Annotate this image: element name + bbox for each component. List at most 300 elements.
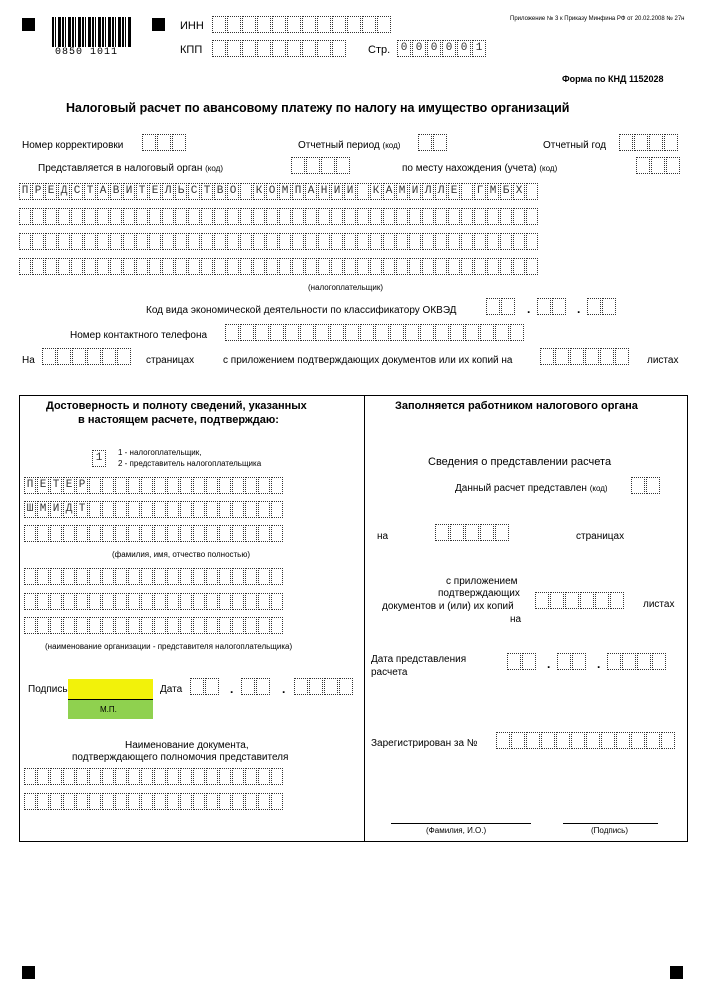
right-sheets-label: листах — [643, 599, 675, 610]
char-cell — [37, 768, 49, 785]
char-cell — [480, 324, 494, 341]
right-sign-caption: (Подпись) — [591, 826, 628, 835]
char-cell — [110, 208, 122, 225]
char-cell — [89, 477, 101, 494]
char-cell — [128, 501, 140, 518]
char-cell — [279, 258, 291, 275]
okved-cells-1[interactable] — [486, 298, 516, 315]
char-cell — [357, 233, 369, 250]
char-cell: Т — [201, 183, 213, 200]
char-cell — [89, 593, 101, 610]
char-cell — [258, 525, 270, 542]
char-cell — [258, 793, 270, 810]
char-cell — [232, 568, 244, 585]
char-cell — [253, 208, 265, 225]
char-cell — [115, 793, 127, 810]
char-cell — [128, 568, 140, 585]
corner-marker-bottom-left — [22, 966, 35, 979]
char-cell — [370, 233, 382, 250]
right-pages-label: страницах — [576, 531, 625, 542]
left-heading-2: в настоящем расчете, подтверждаю: — [78, 414, 279, 426]
char-cell — [500, 208, 512, 225]
char-cell: Е — [45, 183, 57, 200]
taxpayer-name-row-4[interactable] — [19, 258, 539, 275]
char-cell — [188, 258, 200, 275]
char-cell — [149, 208, 161, 225]
char-cell — [474, 208, 486, 225]
attach-label: с приложением подтверждающих документов или их копий на — [223, 355, 513, 366]
period-code-caption: (код) — [382, 141, 401, 150]
char-cell — [45, 208, 57, 225]
char-cell — [76, 568, 88, 585]
right-on-label: на — [377, 531, 389, 542]
char-cell — [357, 183, 369, 200]
char-cell: И — [123, 183, 135, 200]
char-cell — [461, 183, 473, 200]
taxpayer-name-row-1[interactable] — [19, 183, 539, 200]
char-cell — [141, 501, 153, 518]
on-label: На — [22, 355, 35, 366]
date-day-cells[interactable] — [190, 678, 220, 695]
char-cell — [253, 233, 265, 250]
correction-label: Номер корректировки — [22, 140, 124, 151]
inn-label: ИНН — [180, 20, 204, 32]
presented-month-cells[interactable] — [557, 653, 587, 670]
char-cell — [76, 768, 88, 785]
char-cell — [370, 258, 382, 275]
char-cell — [270, 324, 284, 341]
right-attach-2: подтверждающих — [438, 588, 520, 599]
char-cell — [115, 477, 127, 494]
fio-row-2[interactable] — [24, 501, 284, 518]
char-cell — [271, 793, 283, 810]
taxpayer-caption: (налогоплательщик) — [308, 283, 384, 292]
char-cell — [255, 324, 269, 341]
char-cell — [58, 233, 70, 250]
right-pages-cells[interactable] — [435, 524, 510, 541]
corner-marker-bottom-right — [670, 966, 683, 979]
char-cell — [149, 258, 161, 275]
char-cell — [422, 258, 434, 275]
char-cell — [97, 258, 109, 275]
doc-row-1[interactable] — [24, 768, 284, 785]
char-cell — [110, 233, 122, 250]
fio-caption: (фамилия, имя, отчество полностью) — [112, 550, 251, 559]
char-cell — [245, 617, 257, 634]
char-cell — [128, 525, 140, 542]
org-row-2[interactable] — [24, 593, 284, 610]
char-cell — [383, 208, 395, 225]
char-cell — [219, 793, 231, 810]
char-cell — [141, 568, 153, 585]
char-cell — [37, 617, 49, 634]
char-cell — [206, 768, 218, 785]
okved-cells-2[interactable] — [537, 298, 567, 315]
char-cell — [63, 568, 75, 585]
char-cell — [405, 324, 419, 341]
okved-cells-3[interactable] — [587, 298, 617, 315]
right-fio-caption: (Фамилия, И.О.) — [426, 826, 487, 835]
char-cell — [180, 768, 192, 785]
presented-day-cells[interactable] — [507, 653, 537, 670]
char-cell — [271, 501, 283, 518]
char-cell — [318, 233, 330, 250]
char-cell — [123, 258, 135, 275]
char-cell — [193, 525, 205, 542]
char-cell: Б — [500, 183, 512, 200]
right-sheets-cells[interactable] — [535, 592, 625, 609]
char-cell: Р — [32, 183, 44, 200]
char-cell — [24, 617, 36, 634]
period-cells[interactable] — [418, 134, 448, 151]
char-cell — [526, 258, 538, 275]
pages-cells[interactable] — [42, 348, 132, 365]
char-cell: Е — [149, 183, 161, 200]
okved-dot-2: . — [577, 302, 581, 316]
right-attach-1: с приложением — [446, 576, 518, 587]
correction-cells[interactable] — [142, 134, 187, 151]
char-cell — [180, 525, 192, 542]
char-cell — [448, 208, 460, 225]
char-cell — [318, 258, 330, 275]
doc-row-2[interactable] — [24, 793, 284, 810]
char-cell — [305, 258, 317, 275]
info-label: Сведения о представлении расчета — [428, 456, 612, 468]
char-cell: Л — [422, 183, 434, 200]
char-cell — [24, 768, 36, 785]
char-cell — [245, 793, 257, 810]
char-cell: И — [409, 183, 421, 200]
date-year-cells[interactable] — [294, 678, 354, 695]
date-dot-1: . — [230, 682, 234, 696]
char-cell — [32, 233, 44, 250]
char-cell — [115, 501, 127, 518]
char-cell — [102, 568, 114, 585]
char-cell: К — [370, 183, 382, 200]
char-cell: Т — [76, 501, 88, 518]
char-cell — [115, 525, 127, 542]
char-cell — [97, 208, 109, 225]
presented-year-cells[interactable] — [607, 653, 667, 670]
char-cell — [245, 568, 257, 585]
char-cell — [115, 768, 127, 785]
char-cell — [331, 208, 343, 225]
char-cell — [102, 617, 114, 634]
char-cell — [201, 208, 213, 225]
char-cell — [71, 233, 83, 250]
char-cell — [206, 477, 218, 494]
char-cell — [188, 208, 200, 225]
char-cell: М — [37, 501, 49, 518]
char-cell — [154, 617, 166, 634]
char-cell — [89, 568, 101, 585]
char-cell — [435, 324, 449, 341]
char-cell — [225, 324, 239, 341]
char-cell — [37, 593, 49, 610]
char-cell — [292, 208, 304, 225]
char-cell: Т — [84, 183, 96, 200]
left-heading-1: Достоверность и полноту сведений, указанных — [46, 400, 307, 412]
corner-marker-top-right — [152, 18, 165, 31]
char-cell: Е — [37, 477, 49, 494]
presented-dot-1: . — [547, 657, 551, 671]
char-cell — [206, 501, 218, 518]
char-cell — [84, 258, 96, 275]
char-cell — [219, 525, 231, 542]
char-cell — [465, 324, 479, 341]
okved-dot-1: . — [527, 302, 531, 316]
char-cell — [383, 258, 395, 275]
char-cell — [305, 208, 317, 225]
char-cell — [219, 477, 231, 494]
char-cell — [258, 477, 270, 494]
sheets-cells[interactable] — [540, 348, 630, 365]
char-cell: И — [50, 501, 62, 518]
char-cell — [50, 525, 62, 542]
char-cell — [167, 617, 179, 634]
char-cell — [71, 258, 83, 275]
char-cell: М — [487, 183, 499, 200]
char-cell — [193, 793, 205, 810]
char-cell: Н — [318, 183, 330, 200]
registered-cells[interactable] — [496, 732, 676, 749]
char-cell — [76, 525, 88, 542]
char-cell — [331, 258, 343, 275]
char-cell — [63, 793, 75, 810]
char-cell — [32, 208, 44, 225]
doc-label-1: Наименование документа, — [125, 740, 249, 751]
char-cell — [102, 501, 114, 518]
char-cell — [214, 258, 226, 275]
char-cell — [128, 593, 140, 610]
date-presented-1: Дата представления — [371, 654, 467, 665]
char-cell — [292, 233, 304, 250]
taxpayer-name-row-2[interactable] — [19, 208, 539, 225]
char-cell — [300, 324, 314, 341]
stamp-label: М.П. — [100, 705, 117, 714]
char-cell — [258, 593, 270, 610]
char-cell — [154, 525, 166, 542]
location-code-caption: (код) — [539, 164, 558, 173]
char-cell — [345, 324, 359, 341]
char-cell — [141, 617, 153, 634]
char-cell: С — [188, 183, 200, 200]
char-cell — [193, 477, 205, 494]
char-cell — [305, 233, 317, 250]
char-cell — [32, 258, 44, 275]
char-cell — [266, 233, 278, 250]
char-cell — [271, 593, 283, 610]
char-cell — [375, 324, 389, 341]
char-cell — [58, 208, 70, 225]
frame-divider — [364, 395, 365, 841]
pages-label: страницах — [146, 355, 195, 366]
char-cell — [115, 593, 127, 610]
char-cell — [154, 568, 166, 585]
char-cell: С — [71, 183, 83, 200]
inn-cells[interactable] — [212, 16, 392, 33]
char-cell — [258, 768, 270, 785]
char-cell — [141, 477, 153, 494]
char-cell — [180, 617, 192, 634]
org-row-3[interactable] — [24, 617, 284, 634]
char-cell — [180, 793, 192, 810]
char-cell — [279, 208, 291, 225]
char-cell — [245, 768, 257, 785]
char-cell — [76, 593, 88, 610]
char-cell — [461, 258, 473, 275]
signature-field[interactable] — [68, 679, 153, 700]
char-cell: Е — [448, 183, 460, 200]
phone-cells[interactable] — [225, 324, 525, 341]
char-cell — [526, 208, 538, 225]
char-cell — [102, 793, 114, 810]
char-cell — [271, 768, 283, 785]
char-cell — [50, 793, 62, 810]
char-cell — [24, 525, 36, 542]
org-row-1[interactable] — [24, 568, 284, 585]
char-cell: К — [253, 183, 265, 200]
corner-marker-top-left — [22, 18, 35, 31]
char-cell: М — [279, 183, 291, 200]
char-cell — [219, 617, 231, 634]
char-cell — [461, 208, 473, 225]
page-number-cells[interactable]: 0 0 0 0 0 1 — [397, 40, 487, 57]
char-cell — [245, 593, 257, 610]
signer-option-1: 1 - налогоплательщик, — [118, 448, 202, 457]
barcode-number: 0850 1011 — [55, 47, 119, 58]
fio-row-1[interactable] — [24, 477, 284, 494]
char-cell — [285, 324, 299, 341]
page-title: Налоговый расчет по авансовому платежу по налогу на имущество организаций — [66, 101, 570, 115]
barcode — [52, 17, 132, 47]
char-cell — [175, 258, 187, 275]
fio-row-3[interactable] — [24, 525, 284, 542]
taxpayer-name-row-3[interactable] — [19, 233, 539, 250]
year-cells[interactable] — [619, 134, 679, 151]
char-cell — [266, 208, 278, 225]
char-cell — [232, 501, 244, 518]
char-cell — [188, 233, 200, 250]
registered-label: Зарегистрирован за № — [371, 738, 478, 749]
presented-dot-2: . — [597, 657, 601, 671]
char-cell — [115, 617, 127, 634]
char-cell — [37, 525, 49, 542]
location-cells[interactable] — [636, 157, 681, 174]
char-cell — [128, 768, 140, 785]
char-cell: П — [19, 183, 31, 200]
submitted-code-cells[interactable] — [631, 477, 661, 494]
char-cell — [435, 233, 447, 250]
char-cell: Е — [63, 477, 75, 494]
char-cell — [167, 525, 179, 542]
char-cell — [370, 208, 382, 225]
char-cell — [396, 258, 408, 275]
char-cell — [50, 617, 62, 634]
authority-label-text: Представляется в налоговый орган — [38, 163, 203, 174]
char-cell: А — [97, 183, 109, 200]
char-cell — [175, 233, 187, 250]
char-cell — [19, 233, 31, 250]
char-cell — [167, 568, 179, 585]
char-cell — [141, 768, 153, 785]
signer-type-cell[interactable]: 1 — [92, 450, 107, 467]
char-cell: Л — [435, 183, 447, 200]
char-cell: И — [331, 183, 343, 200]
char-cell — [63, 593, 75, 610]
char-cell — [167, 793, 179, 810]
date-month-cells[interactable] — [241, 678, 271, 695]
char-cell — [123, 208, 135, 225]
char-cell — [37, 793, 49, 810]
char-cell — [357, 208, 369, 225]
char-cell — [58, 258, 70, 275]
char-cell — [245, 477, 257, 494]
char-cell — [279, 233, 291, 250]
char-cell — [50, 568, 62, 585]
char-cell — [206, 617, 218, 634]
char-cell — [315, 324, 329, 341]
sheets-label: листах — [647, 355, 679, 366]
char-cell — [435, 258, 447, 275]
char-cell — [201, 233, 213, 250]
phone-label: Номер контактного телефона — [70, 330, 208, 341]
char-cell — [76, 793, 88, 810]
char-cell — [89, 617, 101, 634]
char-cell — [63, 617, 75, 634]
char-cell — [232, 525, 244, 542]
char-cell — [219, 593, 231, 610]
char-cell: И — [344, 183, 356, 200]
char-cell — [193, 568, 205, 585]
period-label-text: Отчетный период — [298, 140, 380, 151]
char-cell — [97, 233, 109, 250]
doc-label-2: подтверждающего полномочия представителя — [72, 752, 289, 763]
char-cell: А — [305, 183, 317, 200]
authority-code-caption: (код) — [205, 164, 223, 173]
kpp-cells[interactable] — [212, 40, 347, 57]
period-label — [298, 140, 400, 151]
char-cell — [487, 258, 499, 275]
char-cell: Т — [136, 183, 148, 200]
page-label: Стр. — [368, 44, 391, 56]
date-presented-2: расчета — [371, 667, 408, 678]
char-cell — [45, 233, 57, 250]
authority-cells[interactable] — [291, 157, 351, 174]
char-cell — [360, 324, 374, 341]
char-cell: О — [266, 183, 278, 200]
char-cell — [240, 324, 254, 341]
char-cell: Ь — [175, 183, 187, 200]
char-cell — [201, 258, 213, 275]
char-cell — [193, 501, 205, 518]
char-cell — [89, 768, 101, 785]
right-attach-3: документов и (или) их копий — [382, 601, 514, 612]
char-cell — [102, 477, 114, 494]
char-cell — [180, 593, 192, 610]
char-cell: Г — [474, 183, 486, 200]
date-dot-2: . — [282, 682, 286, 696]
char-cell — [448, 258, 460, 275]
char-cell — [271, 617, 283, 634]
char-cell — [245, 501, 257, 518]
char-cell — [19, 208, 31, 225]
char-cell — [232, 768, 244, 785]
char-cell — [240, 208, 252, 225]
char-cell — [330, 324, 344, 341]
char-cell — [461, 233, 473, 250]
char-cell — [167, 593, 179, 610]
